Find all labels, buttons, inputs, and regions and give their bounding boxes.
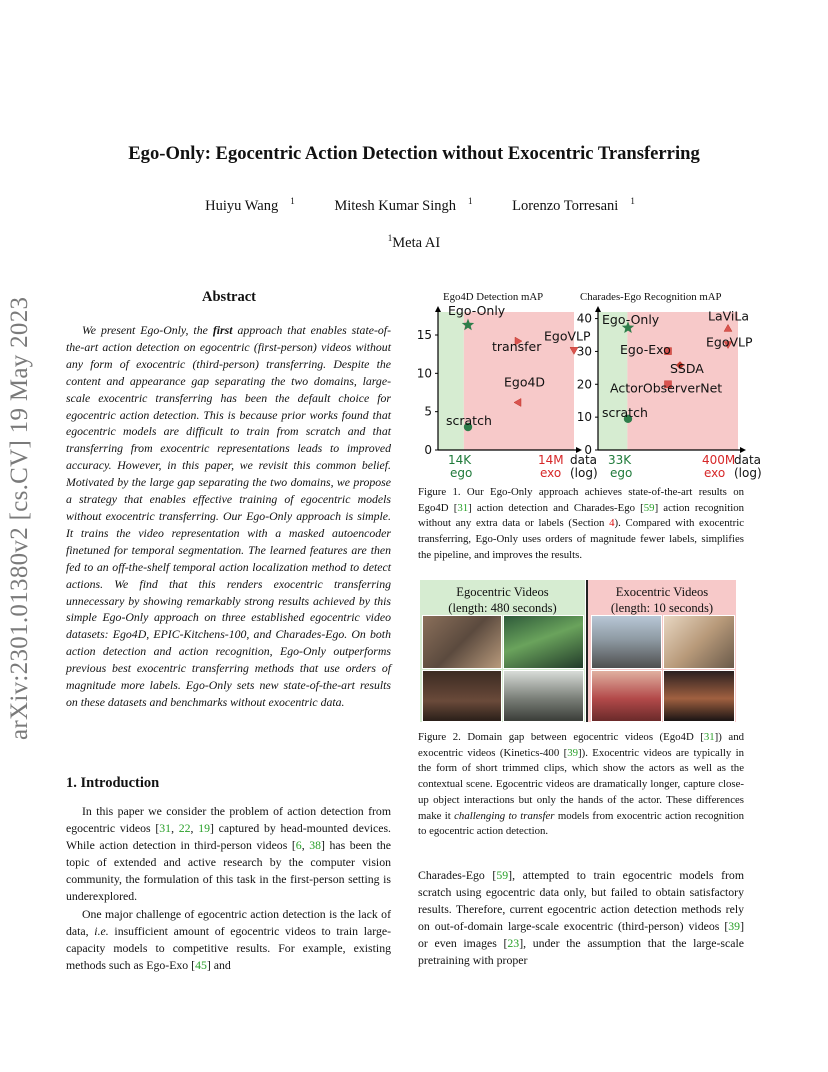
data-point-label: EgoVLP [706, 334, 753, 350]
exocentric-video-frame [591, 670, 662, 722]
x-tick-sublabel: ego [450, 466, 473, 480]
abstract-heading: Abstract [202, 289, 256, 305]
x-tick-sublabel: exo [704, 466, 726, 480]
x-axis-label: data [570, 453, 598, 467]
exocentric-panel [588, 580, 736, 722]
data-point-label: Ego4D [504, 374, 546, 390]
paper-title: Ego-Only: Egocentric Action Detection without Exocentric Transferring [128, 143, 700, 164]
x-tick-label: 400M [702, 453, 736, 467]
data-point-label: scratch [602, 404, 648, 420]
chart-title: Charades-Ego Recognition mAP [580, 291, 722, 303]
citation-link[interactable]: 39 [728, 918, 741, 933]
egocentric-video-frame [422, 670, 502, 722]
egocentric-panel [420, 580, 585, 722]
data-point-label: transfer [492, 339, 542, 355]
y-axis-arrow [435, 306, 441, 312]
figure1-caption: Figure 1. Our Ego-Only approach achieves state-of-the-art results on Ego4D [31] action detection and Charades-Ego [59] action recognition without any extra data or labels (Section 4). Compared with exocentric transferring, Ego-Only uses orders of magnitude fewer labels, simplifies the pipeline, and improves the results. [418, 486, 745, 561]
y-tick-label: 30 [576, 344, 592, 359]
panel-title: Exocentric Videos [615, 585, 709, 599]
data-point-label: scratch [446, 413, 492, 428]
data-point-label: LaViLa [708, 308, 749, 324]
panel-subtitle: (length: 480 seconds) [448, 601, 557, 615]
egocentric-video-frame [503, 670, 584, 722]
citation-link[interactable]: 31 [159, 820, 172, 835]
citation-link[interactable]: 38 [309, 837, 321, 852]
x-axis-label: data [734, 453, 762, 467]
panel-subtitle: (length: 10 seconds) [610, 601, 714, 615]
section-heading-introduction: 1. Introduction [66, 775, 160, 791]
x-tick-label: 14K [448, 453, 472, 467]
y-tick-label: 40 [576, 311, 592, 326]
y-tick-label: 5 [424, 404, 432, 419]
citation-link[interactable]: 6 [295, 837, 302, 852]
abstract-body: We present Ego-Only, the first approach that enables state-of-the-art action detection on egocentric (first-person) videos without any form of exocentric (third-person) transferring. Despite the content and appearance gap separating the two domains, large-scale exocentric transferring has been the default choice for egocentric action detection. This is because prior works found that egocentric models are difficult to train from scratch and that transferring from exocentric representations leads to improved accuracy. However, in this paper, we revisit this common belief. Motivated by the large gap separating the two domains, we propose a strategy that enables effective training of egocentric models without exocentric transferring. Our Ego-Only approach is simple. It trains the video representation with a masked autoencoder finetuned for temporal segmentation. The learned features are then fed to an off-the-shelf temporal action localization method to detect actions. We find that this renders exocentric transferring unnecessary by showing remarkably strong results achieved by this simple Ego-Only approach on three established egocentric video datasets: Ego4D, EPIC-Kitchens-100, and Charades-Ego. On both action detection and action recognition, Ego-Only outperforms previous best exocentric transferring methods that use orders of magnitude more labels. Ego-Only sets new state-of-the-art results on these datasets and benchmarks without exocentric data. [66, 323, 391, 709]
figure2-caption: Figure 2. Domain gap between egocentric videos (Ego4D [31]) and exocentric videos (Kinetics-400 [39]). Exocentric videos are typically in the form of short trimmed clips, which show the actors as well as the contextual scene. Egocentric videos are dramatically longer, capture close-up object interactions but only the hands of the actor. These differences make it challenging to transfer models from exocentric action recognition to egocentric action detection. [418, 731, 745, 838]
exocentric-video-frame [663, 615, 735, 669]
data-point-label: Ego-Only [448, 303, 506, 319]
data-point-label: Ego-Exo [620, 342, 671, 358]
ego-region [438, 312, 464, 450]
y-tick-label: 20 [576, 377, 592, 392]
citation-link[interactable]: 23 [507, 935, 520, 950]
citation-link[interactable]: 22 [178, 820, 191, 835]
x-tick-sublabel: exo [540, 466, 562, 480]
panel-title: Egocentric Videos [456, 585, 549, 599]
arxiv-identifier: arXiv:2301.01380v2 [cs.CV] 19 May 2023 [6, 296, 33, 740]
exocentric-video-frame [591, 615, 662, 669]
y-tick-label: 0 [424, 443, 432, 457]
citation-link[interactable]: 39 [567, 746, 578, 759]
introduction-body: In this paper we consider the problem of action detection from egocentric videos [31, 22, 19] captured by head-mounted devices. While action detection in third-person videos [6, 38] has been the topic of extended and active research by the computer vision community, the formulation of this task in the first-person setting is underexplored. One major challenge of egocentric action detection is the lack of data, i.e. insufficient amount of egocentric videos to train large-capacity models to competitive results. For example, existing methods such as Ego-Exo [45] and [66, 804, 392, 973]
data-point-label: Ego-Only [602, 311, 660, 327]
citation-link[interactable]: 59 [496, 868, 509, 882]
egocentric-video-frame [503, 615, 584, 669]
affiliation: $^1$Meta AI [387, 233, 441, 251]
egocentric-video-frame [422, 615, 502, 669]
citation-link[interactable]: 19 [198, 820, 211, 835]
author: Huiyu Wang $^1$ [205, 196, 295, 214]
y-tick-label: 0 [584, 443, 592, 457]
x-tick-label: 33K [608, 453, 632, 467]
data-point-label: ActorObserverNet [610, 380, 723, 396]
data-point-label: SSDA [670, 361, 704, 377]
author: Lorenzo Torresani $^1$ [512, 196, 635, 214]
y-tick-label: 10 [576, 410, 592, 425]
section-ref-link[interactable]: 4 [609, 517, 615, 530]
x-axis-label: (log) [570, 466, 598, 480]
x-tick-label: 14M [538, 453, 564, 467]
right-column-body: Charades-Ego [59], attempted to train egocentric models from scratch using egocentric data only, but failed to obtain satisfactory results. Therefore, current egocentric action detection methods rely on out-of-domain large-scale exocentric (third-person) videos [39] or even images [23], under the assumption that the large-scale pretraining with proper [418, 868, 744, 967]
y-tick-label: 10 [416, 366, 432, 381]
citation-link[interactable]: 59 [643, 501, 655, 514]
citation-link[interactable]: 31 [703, 731, 715, 743]
chart-charades [577, 306, 762, 480]
x-axis-label: (log) [734, 466, 762, 480]
author: Mitesh Kumar Singh $^1$ [334, 196, 473, 214]
y-axis-arrow [595, 306, 601, 312]
y-tick-label: 15 [416, 328, 432, 342]
author-list [0, 196, 828, 215]
chart-ego4d [417, 303, 598, 480]
chart-title: Ego4D Detection mAP [443, 291, 544, 303]
citation-link[interactable]: 45 [195, 958, 207, 973]
x-tick-sublabel: ego [610, 466, 633, 480]
data-point-label: EgoVLP [544, 328, 591, 344]
figure1-charts [414, 303, 762, 480]
citation-link[interactable]: 31 [457, 501, 469, 514]
exocentric-video-frame [663, 670, 735, 722]
